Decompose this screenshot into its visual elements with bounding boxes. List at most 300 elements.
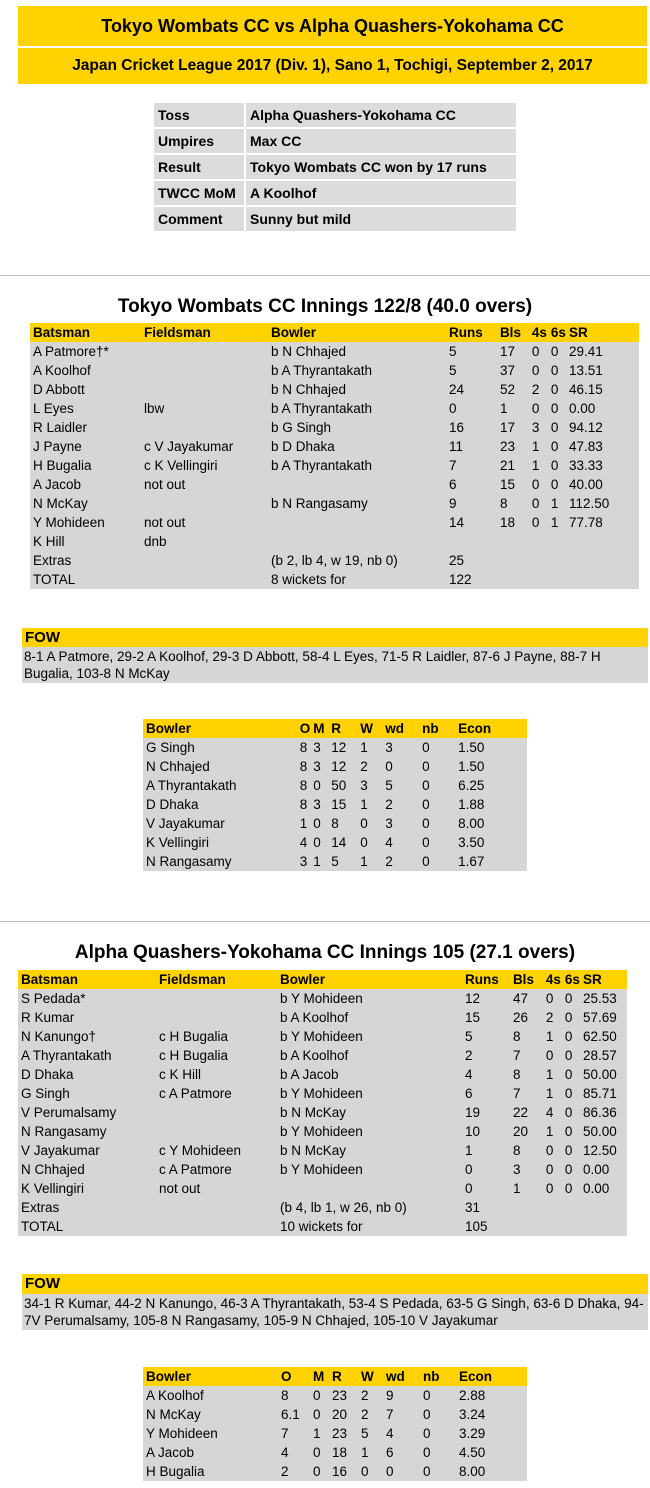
cell-overs: 1 bbox=[299, 816, 308, 831]
cell-batsman: N McKay bbox=[33, 496, 88, 511]
cell-fours: 0 bbox=[545, 1048, 554, 1063]
info-row bbox=[154, 129, 516, 153]
table-row bbox=[143, 1405, 527, 1424]
cell-no-balls: 0 bbox=[423, 1407, 431, 1422]
section-divider bbox=[0, 275, 650, 276]
cell-bowler: b Y Mohideen bbox=[279, 1086, 363, 1101]
cell-runs: 6 bbox=[448, 477, 457, 492]
cell-bowler: b Y Mohideen bbox=[279, 1162, 363, 1177]
cell-wickets: 0 bbox=[361, 1464, 369, 1479]
cell-balls: 18 bbox=[499, 515, 515, 530]
cell-runs: 7 bbox=[448, 458, 457, 473]
info-value: A Koolhof bbox=[246, 181, 516, 205]
cell-batsman: H Bugalia bbox=[33, 458, 92, 473]
cell-bowler: b A Thyrantakath bbox=[270, 458, 373, 473]
cell-balls: 26 bbox=[512, 1010, 528, 1025]
cell-runs: 0 bbox=[464, 1162, 473, 1177]
cell-runs: 50 bbox=[331, 778, 347, 793]
cell-wides: 3 bbox=[385, 740, 393, 755]
cell-fieldsman bbox=[141, 551, 268, 570]
cell-balls bbox=[497, 532, 529, 551]
cell-batsman: R Kumar bbox=[21, 1010, 75, 1025]
cell-strike-rate bbox=[566, 532, 639, 551]
cell-no-balls: 0 bbox=[423, 1426, 431, 1441]
cell-wickets: 2 bbox=[361, 1407, 369, 1422]
cell-balls: 15 bbox=[499, 477, 515, 492]
cell-sixes bbox=[548, 532, 566, 551]
table-row bbox=[143, 814, 527, 833]
cell-fieldsman bbox=[156, 1122, 277, 1141]
table-row bbox=[18, 1217, 627, 1236]
cell-strike-rate: 86.36 bbox=[582, 1105, 617, 1120]
table-row bbox=[143, 795, 527, 814]
cell-runs: 0 bbox=[448, 401, 457, 416]
table-row bbox=[143, 1462, 527, 1481]
cell-overs: 3 bbox=[299, 854, 308, 869]
cell-no-balls: 0 bbox=[422, 835, 430, 850]
cell-bowler: N Rangasamy bbox=[146, 854, 232, 869]
info-row bbox=[154, 103, 516, 127]
info-row bbox=[154, 207, 516, 231]
header-wides: wd bbox=[382, 719, 419, 738]
cell-fieldsman: not out bbox=[158, 1181, 201, 1196]
cell-economy: 3.50 bbox=[458, 835, 485, 850]
cell-fieldsman: c Y Mohideen bbox=[158, 1143, 242, 1158]
table-row bbox=[30, 380, 639, 399]
table-row bbox=[143, 1386, 527, 1405]
cell-fours: 0 bbox=[531, 344, 540, 359]
header-bowler: Bowler bbox=[143, 719, 297, 738]
header-no-balls: nb bbox=[419, 719, 455, 738]
cell-wickets: 1 bbox=[361, 1445, 369, 1460]
cell-no-balls: 0 bbox=[423, 1445, 431, 1460]
header-strike-rate: SR bbox=[580, 970, 627, 989]
cell-wides: 7 bbox=[386, 1407, 394, 1422]
cell-batsman: L Eyes bbox=[33, 401, 74, 416]
cell-bowler: 10 wickets for bbox=[279, 1219, 363, 1234]
cell-bowler: H Bugalia bbox=[146, 1464, 205, 1479]
cell-sixes: 0 bbox=[550, 344, 559, 359]
cell-balls: 22 bbox=[512, 1105, 528, 1120]
table-row bbox=[30, 437, 639, 456]
cell-strike-rate: 47.83 bbox=[568, 439, 603, 454]
cell-fours: 1 bbox=[545, 1029, 554, 1044]
cell-runs: 1 bbox=[464, 1143, 473, 1158]
cell-bowler: b D Dhaka bbox=[270, 439, 335, 454]
table-row bbox=[143, 776, 527, 795]
cell-batsman: Extras bbox=[33, 553, 72, 568]
cell-batsman: R Laidler bbox=[33, 420, 88, 435]
cell-sixes bbox=[562, 1217, 580, 1236]
cell-fours bbox=[529, 532, 548, 551]
cell-fieldsman bbox=[156, 989, 277, 1008]
innings2-bowling-table bbox=[143, 1367, 527, 1481]
header-bowler: Bowler bbox=[268, 323, 446, 342]
cell-economy: 8.00 bbox=[459, 1464, 486, 1479]
cell-fieldsman: lbw bbox=[143, 401, 165, 416]
innings1-fow-text: 8-1 A Patmore, 29-2 A Koolhof, 29-3 D Abbott, 58-4 L Eyes, 71-5 R Laidler, 87-6 J Payne, 88-7 H Bugalia, 103-8 N McKay bbox=[22, 647, 648, 683]
cell-no-balls: 0 bbox=[423, 1388, 431, 1403]
info-row bbox=[154, 181, 516, 205]
cell-bowler: A Jacob bbox=[146, 1445, 195, 1460]
table-row bbox=[18, 1065, 627, 1084]
cell-fours bbox=[529, 551, 548, 570]
cell-bowler: b A Thyrantakath bbox=[270, 363, 373, 378]
cell-runs: 23 bbox=[332, 1388, 348, 1403]
match-info-table bbox=[152, 101, 518, 233]
cell-bowler bbox=[277, 1179, 462, 1198]
cell-strike-rate: 25.53 bbox=[582, 991, 617, 1006]
cell-fours: 0 bbox=[531, 477, 540, 492]
cell-strike-rate: 77.78 bbox=[568, 515, 603, 530]
cell-fieldsman: c A Patmore bbox=[158, 1086, 232, 1101]
cell-runs: 0 bbox=[464, 1181, 473, 1196]
cell-strike-rate: 40.00 bbox=[568, 477, 603, 492]
cell-bowler: b N McKay bbox=[279, 1105, 346, 1120]
cell-runs: 25 bbox=[448, 553, 464, 568]
cell-overs: 8 bbox=[299, 797, 308, 812]
cell-fieldsman bbox=[141, 570, 268, 589]
cell-sixes: 0 bbox=[564, 1124, 573, 1139]
cell-bowler: A Thyrantakath bbox=[146, 778, 237, 793]
header-fieldsman: Fieldsman bbox=[156, 970, 277, 989]
table-row bbox=[18, 1008, 627, 1027]
info-label: Comment bbox=[154, 207, 244, 231]
cell-balls: 8 bbox=[499, 496, 508, 511]
bowling-header-row bbox=[143, 1367, 527, 1386]
cell-batsman: D Dhaka bbox=[21, 1067, 74, 1082]
cell-runs: 12 bbox=[331, 740, 347, 755]
header-balls: Bls bbox=[510, 970, 543, 989]
cell-wides: 0 bbox=[386, 1464, 394, 1479]
cell-bowler: b Y Mohideen bbox=[279, 1029, 363, 1044]
cell-runs: 9 bbox=[448, 496, 457, 511]
cell-fieldsman: c H Bugalia bbox=[158, 1029, 229, 1044]
cell-economy: 3.29 bbox=[459, 1426, 486, 1441]
cell-maidens: 0 bbox=[313, 816, 321, 831]
header-wides: wd bbox=[383, 1367, 420, 1386]
header-batsman: Batsman bbox=[18, 970, 156, 989]
info-label: Result bbox=[154, 155, 244, 179]
cell-bowler: (b 4, lb 1, w 26, nb 0) bbox=[279, 1200, 407, 1215]
cell-fours: 0 bbox=[531, 363, 540, 378]
cell-fours bbox=[543, 1198, 562, 1217]
innings2-title: Alpha Quashers-Yokohama CC Innings 105 (27.1 overs) bbox=[74, 942, 576, 963]
cell-balls: 20 bbox=[512, 1124, 528, 1139]
cell-no-balls: 0 bbox=[422, 816, 430, 831]
cell-maidens: 3 bbox=[313, 797, 321, 812]
cell-fours: 1 bbox=[531, 458, 540, 473]
cell-strike-rate: 0.00 bbox=[568, 401, 596, 416]
cell-runs: 5 bbox=[331, 854, 339, 869]
cell-wickets: 3 bbox=[360, 778, 368, 793]
cell-batsman: K Vellingiri bbox=[21, 1181, 85, 1196]
table-row bbox=[143, 1443, 527, 1462]
cell-batsman: TOTAL bbox=[21, 1219, 64, 1234]
cell-wides: 6 bbox=[386, 1445, 394, 1460]
cell-maidens: 0 bbox=[313, 1407, 321, 1422]
cell-runs: 2 bbox=[464, 1048, 473, 1063]
cell-strike-rate bbox=[580, 1217, 627, 1236]
cell-strike-rate: 50.00 bbox=[582, 1067, 617, 1082]
table-row bbox=[18, 989, 627, 1008]
cell-sixes: 0 bbox=[564, 1010, 573, 1025]
cell-sixes bbox=[548, 570, 566, 589]
cell-runs: 14 bbox=[448, 515, 464, 530]
innings2-fow-label: FOW bbox=[22, 1274, 648, 1294]
cell-economy: 6.25 bbox=[458, 778, 485, 793]
cell-batsman: A Patmore†* bbox=[33, 344, 109, 359]
cell-fieldsman: not out bbox=[143, 515, 186, 530]
cell-fours: 0 bbox=[545, 1181, 554, 1196]
cell-bowler: G Singh bbox=[146, 740, 195, 755]
table-row bbox=[143, 757, 527, 776]
cell-runs: 11 bbox=[448, 439, 463, 454]
table-row bbox=[30, 342, 639, 361]
cell-fieldsman bbox=[156, 1103, 277, 1122]
cell-overs: 2 bbox=[281, 1464, 289, 1479]
cell-strike-rate: 50.00 bbox=[582, 1124, 617, 1139]
header-fours: 4s bbox=[543, 970, 562, 989]
cell-batsman: Extras bbox=[21, 1200, 60, 1215]
cell-fieldsman: not out bbox=[143, 477, 186, 492]
cell-strike-rate: 28.57 bbox=[582, 1048, 617, 1063]
cell-economy: 3.24 bbox=[459, 1407, 486, 1422]
header-overs: O bbox=[278, 1367, 310, 1386]
cell-fours: 2 bbox=[531, 382, 540, 397]
table-row bbox=[30, 570, 639, 589]
cell-bowler: b Y Mohideen bbox=[279, 1124, 363, 1139]
cell-fieldsman bbox=[141, 380, 268, 399]
cell-fieldsman: c K Hill bbox=[158, 1067, 201, 1082]
cell-batsman: Y Mohideen bbox=[33, 515, 105, 530]
table-row bbox=[18, 1179, 627, 1198]
cell-sixes bbox=[562, 1198, 580, 1217]
cell-maidens: 0 bbox=[313, 835, 321, 850]
cell-overs: 6.1 bbox=[281, 1407, 300, 1422]
innings1-fow-label: FOW bbox=[22, 628, 648, 647]
info-value: Tokyo Wombats CC won by 17 runs bbox=[246, 155, 516, 179]
cell-maidens: 3 bbox=[313, 740, 321, 755]
header-maidens: M bbox=[310, 1367, 329, 1386]
cell-balls: 1 bbox=[499, 401, 508, 416]
cell-runs: 31 bbox=[464, 1200, 480, 1215]
cell-overs: 8 bbox=[299, 740, 308, 755]
table-row bbox=[30, 532, 639, 551]
header-overs: O bbox=[297, 719, 311, 738]
cell-wides: 0 bbox=[385, 759, 393, 774]
table-row bbox=[18, 1084, 627, 1103]
cell-sixes: 0 bbox=[550, 420, 559, 435]
cell-wickets: 1 bbox=[360, 797, 368, 812]
table-row bbox=[30, 494, 639, 513]
cell-economy: 8.00 bbox=[458, 816, 485, 831]
cell-economy: 1.50 bbox=[458, 759, 485, 774]
cell-balls: 7 bbox=[512, 1048, 521, 1063]
cell-runs: 24 bbox=[448, 382, 464, 397]
bowling-header-row bbox=[143, 719, 527, 738]
header-no-balls: nb bbox=[420, 1367, 456, 1386]
cell-runs: 105 bbox=[464, 1219, 488, 1234]
info-label: Umpires bbox=[154, 129, 244, 153]
cell-batsman: TOTAL bbox=[33, 572, 76, 587]
header-bowler: Bowler bbox=[143, 1367, 278, 1386]
cell-batsman: A Koolhof bbox=[33, 363, 91, 378]
cell-runs: 6 bbox=[464, 1086, 473, 1101]
table-row bbox=[30, 456, 639, 475]
cell-bowler: Y Mohideen bbox=[146, 1426, 218, 1441]
header-wickets: W bbox=[357, 719, 382, 738]
cell-runs: 14 bbox=[331, 835, 347, 850]
cell-bowler: b Y Mohideen bbox=[279, 991, 363, 1006]
cell-economy: 1.50 bbox=[458, 740, 485, 755]
cell-maidens: 3 bbox=[313, 759, 321, 774]
cell-strike-rate: 85.71 bbox=[582, 1086, 617, 1101]
cell-economy: 2.88 bbox=[459, 1388, 486, 1403]
section-divider bbox=[0, 921, 650, 922]
cell-runs: 15 bbox=[464, 1010, 480, 1025]
cell-runs: 4 bbox=[464, 1067, 473, 1082]
header-runs: Runs bbox=[462, 970, 510, 989]
cell-runs: 5 bbox=[448, 363, 457, 378]
cell-batsman: N Rangasamy bbox=[21, 1124, 107, 1139]
cell-batsman: K Hill bbox=[33, 534, 65, 549]
table-row bbox=[18, 1198, 627, 1217]
cell-sixes: 0 bbox=[550, 401, 559, 416]
cell-strike-rate bbox=[580, 1198, 627, 1217]
cell-balls: 47 bbox=[512, 991, 528, 1006]
cell-batsman: G Singh bbox=[21, 1086, 70, 1101]
cell-wickets: 0 bbox=[360, 835, 368, 850]
cell-fieldsman bbox=[156, 1008, 277, 1027]
cell-runs bbox=[446, 532, 497, 551]
cell-strike-rate: 112.50 bbox=[568, 496, 610, 511]
cell-batsman: J Payne bbox=[33, 439, 82, 454]
innings1-bowling-table bbox=[143, 719, 527, 871]
cell-fieldsman bbox=[141, 494, 268, 513]
cell-sixes: 0 bbox=[564, 1048, 573, 1063]
cell-sixes: 1 bbox=[550, 515, 559, 530]
cell-maidens: 0 bbox=[313, 1388, 321, 1403]
cell-balls: 37 bbox=[499, 363, 515, 378]
cell-strike-rate bbox=[566, 570, 639, 589]
cell-runs: 16 bbox=[332, 1464, 348, 1479]
cell-balls: 8 bbox=[512, 1029, 521, 1044]
cell-strike-rate: 46.15 bbox=[568, 382, 603, 397]
cell-fours: 4 bbox=[545, 1105, 554, 1120]
cell-wickets: 5 bbox=[361, 1426, 369, 1441]
cell-bowler bbox=[268, 475, 446, 494]
scorecard-header-row bbox=[30, 323, 639, 342]
cell-fours bbox=[529, 570, 548, 589]
cell-maidens: 0 bbox=[313, 1445, 321, 1460]
cell-fieldsman bbox=[156, 1198, 277, 1217]
cell-runs: 15 bbox=[331, 797, 347, 812]
cell-maidens: 1 bbox=[313, 1426, 321, 1441]
cell-wides: 2 bbox=[385, 854, 393, 869]
cell-strike-rate: 13.51 bbox=[568, 363, 603, 378]
table-row bbox=[18, 1122, 627, 1141]
table-row bbox=[30, 361, 639, 380]
cell-balls: 17 bbox=[499, 420, 515, 435]
cell-maidens: 0 bbox=[313, 778, 321, 793]
cell-no-balls: 0 bbox=[422, 797, 430, 812]
cell-fieldsman bbox=[141, 361, 268, 380]
cell-sixes: 1 bbox=[550, 496, 559, 511]
cell-sixes: 0 bbox=[564, 1067, 573, 1082]
table-row bbox=[143, 1424, 527, 1443]
cell-runs: 19 bbox=[464, 1105, 480, 1120]
cell-no-balls: 0 bbox=[422, 759, 430, 774]
cell-fieldsman bbox=[156, 1217, 277, 1236]
cell-balls: 1 bbox=[512, 1181, 521, 1196]
cell-sixes: 0 bbox=[564, 1105, 573, 1120]
info-row bbox=[154, 155, 516, 179]
cell-bowler: N Chhajed bbox=[146, 759, 210, 774]
cell-overs: 4 bbox=[281, 1445, 289, 1460]
cell-bowler: 8 wickets for bbox=[270, 572, 346, 587]
table-row bbox=[143, 852, 527, 871]
cell-strike-rate: 62.50 bbox=[582, 1029, 617, 1044]
cell-overs: 8 bbox=[281, 1388, 289, 1403]
cell-fours: 0 bbox=[531, 401, 540, 416]
cell-fours: 1 bbox=[545, 1124, 554, 1139]
table-row bbox=[143, 833, 527, 852]
cell-bowler: (b 2, lb 4, w 19, nb 0) bbox=[270, 553, 398, 568]
cell-fieldsman bbox=[141, 418, 268, 437]
cell-wickets: 2 bbox=[361, 1388, 369, 1403]
cell-no-balls: 0 bbox=[422, 778, 430, 793]
header-sixes: 6s bbox=[562, 970, 580, 989]
cell-sixes: 0 bbox=[550, 382, 559, 397]
cell-fieldsman: c A Patmore bbox=[158, 1162, 232, 1177]
cell-bowler: b A Jacob bbox=[279, 1067, 339, 1082]
cell-bowler: D Dhaka bbox=[146, 797, 199, 812]
cell-wickets: 1 bbox=[360, 854, 368, 869]
cell-strike-rate: 0.00 bbox=[582, 1162, 610, 1177]
cell-fieldsman: c H Bugalia bbox=[158, 1048, 229, 1063]
cell-strike-rate: 33.33 bbox=[568, 458, 603, 473]
cell-overs: 8 bbox=[299, 759, 308, 774]
cell-balls bbox=[510, 1198, 543, 1217]
cell-runs: 16 bbox=[448, 420, 464, 435]
cell-no-balls: 0 bbox=[422, 740, 430, 755]
cell-strike-rate: 12.50 bbox=[582, 1143, 617, 1158]
table-row bbox=[18, 1160, 627, 1179]
cell-wickets: 0 bbox=[360, 816, 368, 831]
cell-balls: 3 bbox=[512, 1162, 521, 1177]
header-sixes: 6s bbox=[548, 323, 566, 342]
cell-balls bbox=[497, 570, 529, 589]
cell-fours: 0 bbox=[531, 496, 540, 511]
cell-sixes: 0 bbox=[564, 1143, 573, 1158]
cell-wides: 4 bbox=[386, 1426, 394, 1441]
cell-balls: 7 bbox=[512, 1086, 521, 1101]
header-runs: R bbox=[328, 719, 357, 738]
cell-strike-rate bbox=[566, 551, 639, 570]
cell-wides: 5 bbox=[385, 778, 393, 793]
header-economy: Econ bbox=[455, 719, 527, 738]
cell-bowler: b N Chhajed bbox=[270, 382, 347, 397]
cell-sixes: 0 bbox=[550, 477, 559, 492]
header-economy: Econ bbox=[456, 1367, 527, 1386]
cell-wides: 3 bbox=[385, 816, 393, 831]
cell-bowler: A Koolhof bbox=[146, 1388, 204, 1403]
cell-bowler bbox=[268, 513, 446, 532]
table-row bbox=[30, 418, 639, 437]
cell-bowler bbox=[268, 532, 446, 551]
cell-bowler: b A Thyrantakath bbox=[270, 401, 373, 416]
